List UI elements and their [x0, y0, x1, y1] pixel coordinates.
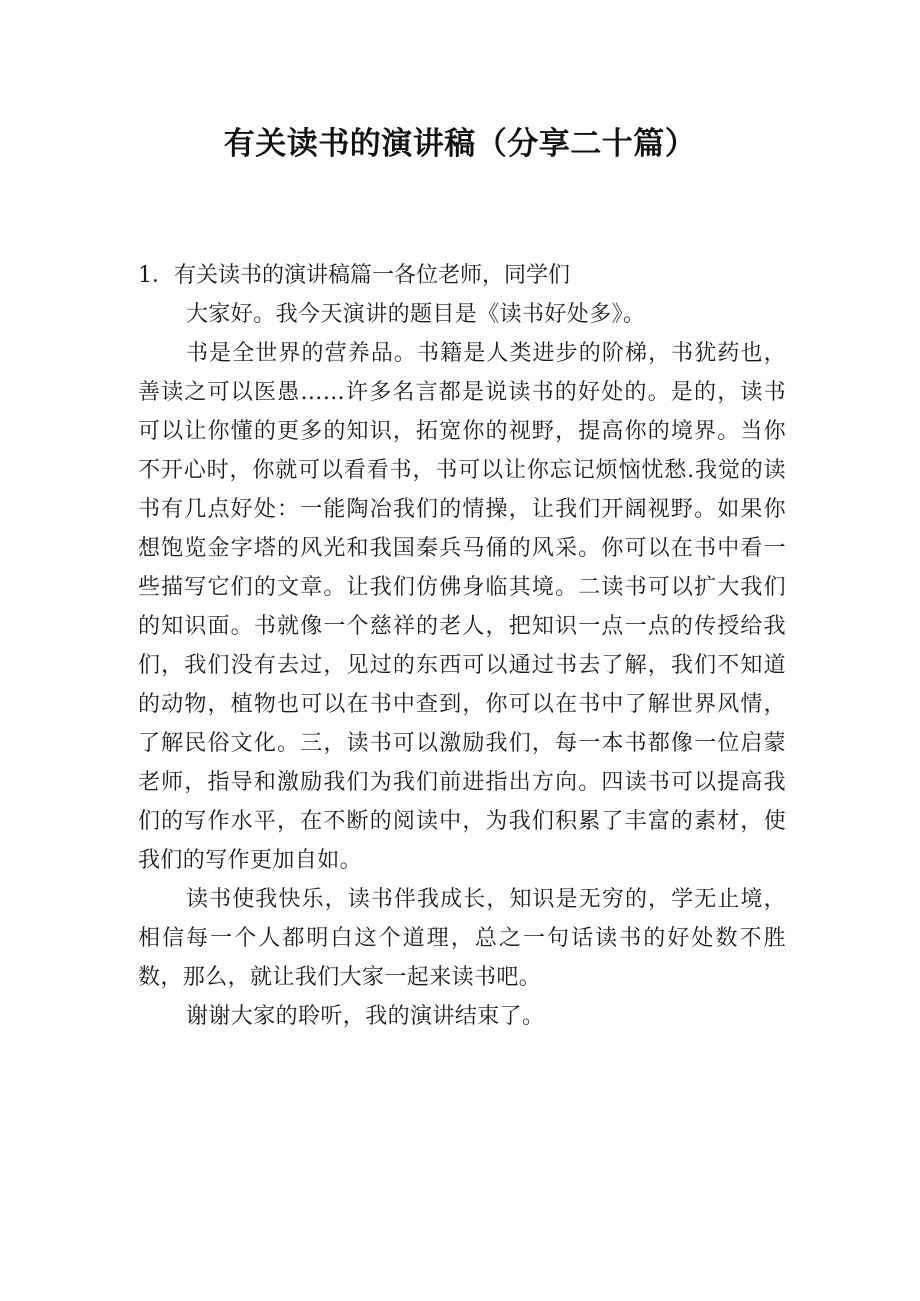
paragraph-conclusion: 读书使我快乐，读书伴我成长，知识是无穷的，学无止境，相信每一个人都明白这个道理，总之一句话读书的好处数不胜数，那么，就让我们大家一起来读书吧。: [138, 887, 786, 990]
paragraph-closing: 谢谢大家的聆听，我的演讲结束了。: [186, 1004, 545, 1029]
paragraph-main: 书是全世界的营养品。书籍是人类进步的阶梯，书犹药也，善读之可以医愚……许多名言都是说读书的好处的。是的，读书可以让你懂的更多的知识，拓宽你的视野，提高你的境界。当你不开心时，你就可以看看书，书可以让你忘记烦恼忧愁.我觉的读书有几点好处：一能陶冶我们的情操，让我们开阔视野。如果你想饱览金字塔的风光和我国秦兵马俑的风采。你可以在书中看一些描写它们的文章。让我们仿佛身临其境。二读书可以扩大我们的知识面。书就像一个慈祥的老人，把知识一点一点的传授给我们，我们没有去过，见过的东西可以通过书去了解，我们不知道的动物，植物也可以在书中查到，你可以在书中了解世界风情，了解民俗文化。三，读书可以激励我们，每一本书都像一位启蒙老师，指导和激励我们为我们前进指出方向。四读书可以提高我们的写作水平，在不断的阅读中，为我们积累了丰富的素材，使我们的写作更加自如。: [138, 341, 786, 873]
section-heading: 1．有关读书的演讲稿篇一各位老师，同学们: [138, 263, 570, 288]
document-title: 有关读书的演讲稿（分享二十篇）: [223, 126, 697, 162]
paragraph-greeting: 大家好。我今天演讲的题目是《读书好处多》。: [186, 302, 646, 327]
document-body: [138, 256, 786, 1036]
